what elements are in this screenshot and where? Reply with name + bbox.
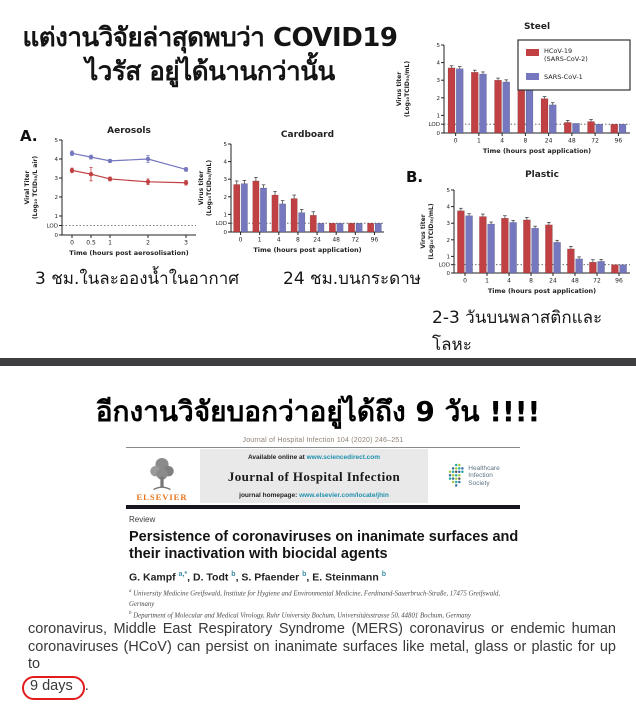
svg-text:48: 48 (571, 277, 579, 285)
svg-text:1: 1 (54, 214, 58, 220)
svg-text:LOD: LOD (428, 122, 440, 129)
svg-text:(Log₁₀ TCID₅₀/L air): (Log₁₀ TCID₅₀/L air) (32, 155, 39, 220)
svg-text:4: 4 (446, 204, 450, 211)
svg-text:4: 4 (500, 137, 505, 145)
panel-b-label: B. (406, 168, 424, 186)
caption-aerosols: 3 ชม.ในละอองน้ำในอากาศ (35, 269, 240, 289)
available-online-label: Available online at (247, 454, 307, 461)
excerpt-line1: coronavirus, Middle East Respiratory Syndrome (MERS) coronavirus or endemic human (28, 621, 616, 637)
aerosols-line-chart (24, 124, 202, 259)
svg-text:4: 4 (54, 157, 58, 163)
svg-text:0: 0 (463, 277, 467, 285)
svg-text:(Log₁₀TCID₅₀/mL): (Log₁₀TCID₅₀/mL) (428, 203, 435, 260)
authors-line: G. Kampf $^{a,*}$, D. Todt $^b$, S. Pfaender $^b$, E. Steinmann $^b$ (129, 570, 386, 584)
his-line1: Healthcare (468, 465, 500, 473)
caption-cardboard: 24 ชม.บนกระดาษ (283, 269, 421, 289)
review-label: Review (129, 515, 156, 524)
paper-title-line1: Persistence of coronaviruses on inanimate surfaces and (129, 529, 519, 545)
svg-text:Time (hours post application): Time (hours post application) (253, 246, 362, 254)
svg-text:24: 24 (549, 277, 557, 285)
svg-text:Time (hours post aerosolisatio: Time (hours post aerosolisation) (69, 249, 189, 257)
nine-days-highlight: 9 days (22, 676, 85, 700)
svg-text:1: 1 (485, 277, 489, 285)
svg-text:24: 24 (544, 137, 553, 145)
svg-text:1: 1 (446, 254, 450, 261)
paper-title-line2: their inactivation with biocidal agents (129, 546, 388, 563)
paper-header (126, 449, 520, 503)
top-heading-line2: ไวรัส อยู่ได้นานกว่านั้น (85, 56, 335, 87)
svg-text:8: 8 (523, 137, 528, 145)
panel-a-label: A. (20, 127, 38, 145)
svg-text:1: 1 (223, 212, 227, 219)
svg-text:3: 3 (436, 78, 440, 85)
svg-text:1: 1 (436, 113, 440, 120)
svg-text:4: 4 (276, 236, 281, 244)
elsevier-tree-icon (146, 456, 178, 492)
caption-plastic-steel: 2-3 วันบนพลาสติกและโลหะ (432, 308, 603, 355)
svg-text:5: 5 (54, 138, 58, 144)
homepage-line (206, 492, 422, 499)
svg-text:0: 0 (223, 230, 227, 236)
available-online-line (206, 454, 422, 461)
svg-text:0: 0 (446, 271, 450, 277)
svg-text:96: 96 (615, 277, 623, 285)
paper-excerpt (28, 621, 616, 700)
svg-text:Cardboard: Cardboard (280, 130, 335, 140)
top-heading (12, 22, 408, 90)
svg-text:0: 0 (54, 233, 58, 239)
excerpt-period: . (84, 678, 89, 695)
journal-title: Journal of Hospital Infection (227, 468, 401, 484)
svg-text:72: 72 (351, 236, 360, 244)
steel-bar-chart (396, 20, 636, 157)
paper-body (126, 509, 520, 621)
svg-text:0: 0 (238, 236, 243, 244)
svg-text:LOD: LOD (438, 262, 450, 269)
svg-text:(SARS-CoV-2): (SARS-CoV-2) (544, 55, 588, 63)
svg-text:Time (hours post application): Time (hours post application) (482, 147, 592, 155)
homepage-label: journal homepage: (239, 492, 300, 499)
svg-text:5: 5 (436, 43, 440, 49)
svg-text:2: 2 (446, 237, 450, 244)
paper-title (129, 529, 520, 564)
svg-text:0: 0 (70, 239, 74, 247)
homepage-link[interactable]: www.elsevier.com/locate/jhin (299, 492, 389, 499)
affiliations: $^a$ University Medicine Greifswald, Institute for Hygiene and Environmental Medicine, Ferdinand-Sauerbruch-Straße, 17475 Greifswald, Germany $^b$ Department of Molecular and Medical Virology, Ruhr University Bochum, Universitätsstrasse 50, 44801 Bochum, Germany (129, 589, 501, 620)
svg-text:5: 5 (446, 188, 450, 194)
journal-paper-screenshot (126, 437, 520, 621)
svg-text:2: 2 (436, 95, 440, 102)
svg-text:0.5: 0.5 (86, 239, 96, 247)
his-line3: Society (468, 479, 490, 487)
svg-text:2: 2 (146, 239, 150, 247)
plastic-bar-chart (420, 168, 636, 297)
svg-text:96: 96 (614, 137, 623, 145)
svg-text:Aerosols: Aerosols (107, 126, 151, 136)
svg-text:Virus titer: Virus titer (420, 214, 427, 249)
svg-text:8: 8 (296, 236, 300, 244)
svg-text:2: 2 (223, 194, 227, 201)
svg-text:Steel: Steel (523, 22, 551, 32)
elsevier-logo (126, 449, 198, 503)
svg-text:24: 24 (313, 236, 321, 244)
section-divider (0, 358, 636, 366)
svg-text:4: 4 (507, 277, 511, 285)
svg-text:72: 72 (593, 277, 601, 285)
svg-text:(Log₁₀TCID₅₀/mL): (Log₁₀TCID₅₀/mL) (206, 159, 213, 217)
svg-text:3: 3 (223, 177, 227, 184)
svg-text:2: 2 (54, 195, 58, 201)
journal-header-box (200, 449, 428, 503)
his-logo (428, 449, 520, 503)
svg-text:72: 72 (591, 137, 599, 145)
svg-text:1: 1 (108, 239, 112, 247)
svg-text:48: 48 (568, 137, 576, 145)
excerpt-line2: coronaviruses (HCoV) can persist on inanimate surfaces like metal, glass or plastic for up to (28, 638, 616, 673)
svg-text:Viral Titer: Viral Titer (24, 170, 31, 205)
top-heading-line1: แต่งานวิจัยล่าสุดพบว่า COVID19 (22, 23, 398, 53)
svg-text:Virus titer: Virus titer (198, 170, 205, 206)
svg-text:0: 0 (436, 131, 440, 137)
svg-text:3: 3 (184, 239, 188, 247)
excerpt-line3 (28, 674, 616, 700)
svg-text:8: 8 (529, 277, 533, 285)
svg-text:LOD: LOD (46, 223, 58, 230)
svg-text:Time (hours post application): Time (hours post application) (487, 287, 597, 295)
svg-text:3: 3 (446, 221, 450, 228)
elsevier-wordmark: ELSEVIER (136, 492, 188, 502)
his-logo-text (468, 465, 499, 486)
svg-text:LOD: LOD (215, 221, 227, 228)
his-line2: Infection (468, 472, 493, 480)
svg-text:0: 0 (453, 137, 458, 145)
svg-text:4: 4 (223, 159, 227, 166)
cardboard-bar-chart (198, 128, 390, 256)
svg-text:Plastic: Plastic (525, 170, 559, 180)
sciencedirect-link[interactable]: www.sciencedirect.com (306, 454, 381, 461)
svg-text:3: 3 (54, 176, 58, 182)
paper-top-rule (126, 447, 520, 448)
svg-text:SARS-CoV-1: SARS-CoV-1 (544, 73, 583, 81)
svg-text:(Log₁₀TCID₅₀/mL): (Log₁₀TCID₅₀/mL) (404, 60, 411, 118)
svg-text:48: 48 (332, 236, 341, 244)
paper-citation: Journal of Hospital Infection 104 (2020) 246–251 (242, 437, 404, 444)
svg-text:1: 1 (257, 236, 262, 244)
svg-text:4: 4 (436, 60, 440, 67)
svg-text:96: 96 (370, 236, 379, 244)
svg-text:5: 5 (223, 142, 227, 148)
svg-text:1: 1 (476, 137, 481, 145)
his-dots-icon (448, 463, 465, 489)
svg-text:HCoV-19: HCoV-19 (544, 47, 573, 55)
bottom-heading: อีกงานวิจัยบอกว่าอยู่ได้ถึง 9 วัน !!!! (95, 395, 541, 428)
svg-text:Virus titer: Virus titer (396, 71, 403, 107)
